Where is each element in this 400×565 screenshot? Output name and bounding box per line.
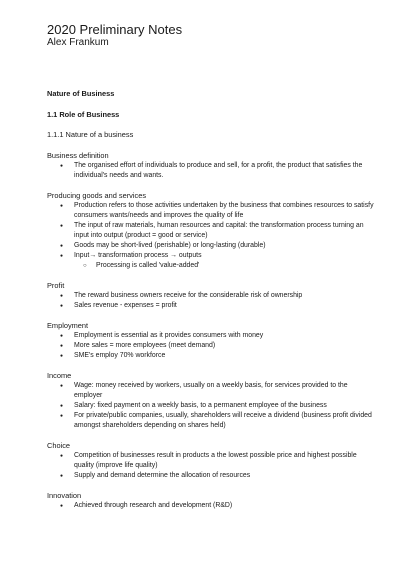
section-title: Producing goods and services xyxy=(47,191,147,200)
heading-sub: 1.1 Role of Business xyxy=(47,110,120,119)
list-item: ● More sales = more employees (meet demand) xyxy=(47,341,377,351)
list-item: ● For private/public companies, usually, shareholders will receive a dividend (business profit divided amongst shareholders depending on shares held) xyxy=(47,411,377,431)
list-item: ● Achieved through research and development (R&D) xyxy=(47,501,377,511)
list-item: ● Wage: money received by workers, usually on a weekly basis, for services provided to the employer xyxy=(47,381,377,401)
bullet-list xyxy=(47,201,377,271)
list-item: ● Goods may be short-lived (perishable) or long-lasting (durable) xyxy=(47,241,377,251)
list-item: ● Competition of businesses result in products a the lowest possible price and highest possible quality (improve life quality) xyxy=(47,451,377,471)
document-author: Alex Frankum xyxy=(47,37,109,48)
section-title: Business definition xyxy=(47,151,109,160)
section-producing-goods xyxy=(47,191,377,271)
bullet-list xyxy=(47,161,377,181)
bullet-list xyxy=(47,331,377,361)
bullet-list xyxy=(47,451,377,481)
list-item: ● Employment is essential as it provides consumers with money xyxy=(47,331,377,341)
bullet-list xyxy=(47,381,377,431)
section-title: Income xyxy=(47,371,72,380)
section-title: Innovation xyxy=(47,491,82,500)
section-title: Choice xyxy=(47,441,71,450)
section-profit xyxy=(47,281,377,311)
list-item: ● The organised effort of individuals to produce and sell, for a profit, the product that satisfies the individual's needs and wants. xyxy=(47,161,377,181)
section-title: Profit xyxy=(47,281,65,290)
section-choice xyxy=(47,441,377,481)
list-item: ● Salary: fixed payment on a weekly basis, to a permanent employee of the business xyxy=(47,401,377,411)
list-item: ● The input of raw materials, human resources and capital: the transformation process turning an input into output (product = good or service) xyxy=(47,221,377,241)
list-item: ○ Processing is called 'value-added' xyxy=(47,261,377,271)
section-innovation xyxy=(47,491,377,511)
list-item: ● Sales revenue - expenses = profit xyxy=(47,301,377,311)
list-item: ● Production refers to those activities undertaken by the business that combines resources to satisfy consumers wants/needs and improves the quality of life xyxy=(47,201,377,221)
section-business-definition xyxy=(47,151,377,181)
bullet-list xyxy=(47,291,377,311)
section-employment xyxy=(47,321,377,361)
section-title: Employment xyxy=(47,321,89,330)
heading-main: Nature of Business xyxy=(47,89,115,98)
list-item: ● Supply and demand determine the allocation of resources xyxy=(47,471,377,481)
section-income xyxy=(47,371,377,431)
document-title: 2020 Preliminary Notes xyxy=(47,22,183,37)
list-item: ● SME's employ 70% workforce xyxy=(47,351,377,361)
list-item: ● Input→ transformation process → outputs xyxy=(47,251,377,261)
heading-subsub: 1.1.1 Nature of a business xyxy=(47,130,134,139)
list-item: ● The reward business owners receive for the considerable risk of ownership xyxy=(47,291,377,301)
bullet-list xyxy=(47,501,377,511)
